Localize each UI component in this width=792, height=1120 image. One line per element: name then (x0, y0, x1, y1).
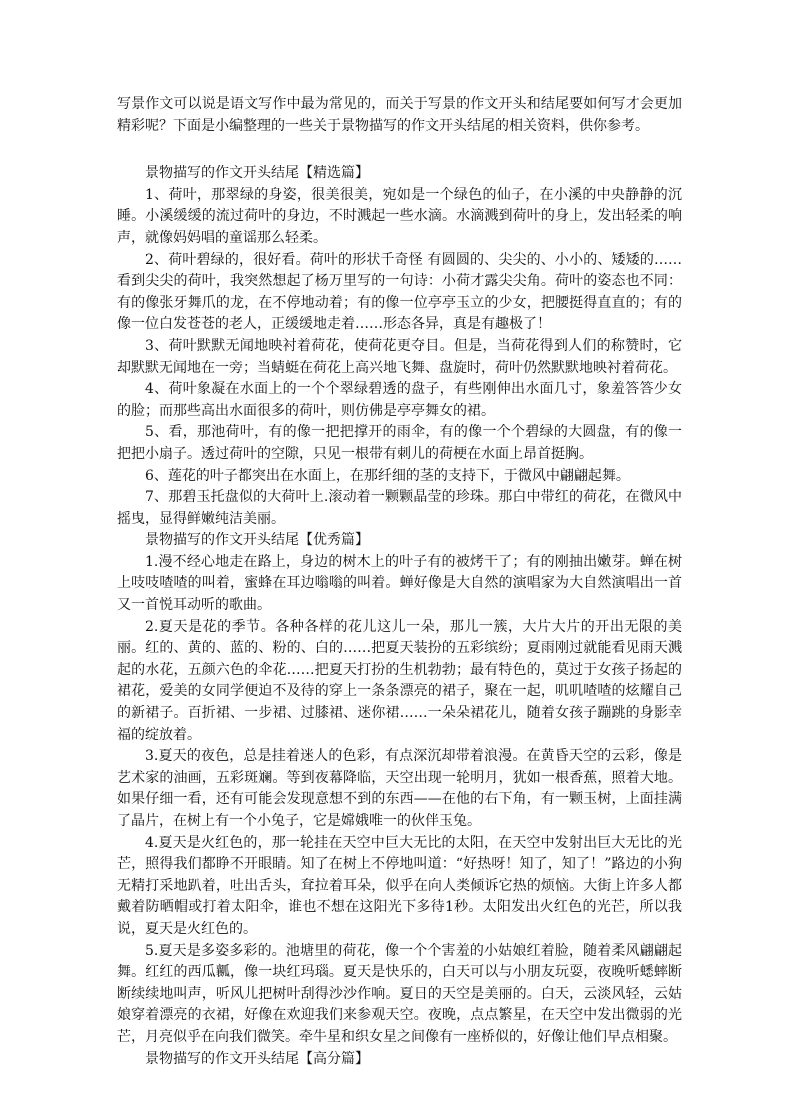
intro-paragraph: 写景作文可以说是语文写作中最为常见的，而关于写景的作文开头和结尾要如何写才会更加精彩呢？下面是小编整理的一些关于景物描写的作文开头结尾的相关资料，供你参考。 (117, 96, 682, 134)
body-paragraph: 1、荷叶，那翠绿的身姿，很美很美，宛如是一个绿色的仙子，在小溪的中央静静的沉睡。小溪缓缓的流过荷叶的身边，不时溅起一些水滴。水滴溅到荷叶的身上，发出轻柔的响声，就像妈妈唱的童谣那么轻柔。 (117, 186, 682, 246)
section-heading-selected: 景物描写的作文开头结尾【精选篇】 (145, 165, 369, 182)
body-paragraph: 6、莲花的叶子都突出在水面上，在那纤细的茎的支持下，于微风中翩翩起舞。 (145, 467, 630, 484)
section-gap (117, 137, 682, 163)
section-heading-high-score: 景物描写的作文开头结尾【高分篇】 (145, 1050, 369, 1067)
body-paragraph: 7、那碧玉托盘似的大荷叶上.滚动着一颗颗晶莹的珍珠。那白中带红的荷花，在微风中摇曳，显得鲜嫩纯洁美丽。 (117, 489, 682, 527)
body-paragraph: 1.漫不经心地走在路上，身边的树木上的叶子有的被烤干了；有的刚抽出嫩芽。蝉在树上吱吱喳喳的叫着，蜜蜂在耳边嗡嗡的叫着。蝉好像是大自然的演唱家为大自然演唱出一首又一首悦耳动听的歌曲。 (117, 553, 682, 614)
body-paragraph: 3.夏天的夜色，总是挂着迷人的色彩，有点深沉却带着浪漫。在黄昏天空的云彩，像是艺术家的油画，五彩斑斓。等到夜幕降临，天空出现一轮明月，犹如一根香蕉，照着大地。如果仔细一看，还有可能会发现意想不到的东西——在他的右下角，有一颗玉树，上面挂满了晶片，在树上有一个小兔子，它是嫦娥唯一的伙伴玉兔。 (117, 748, 682, 829)
body-paragraph: 4、荷叶象凝在水面上的一个个翠绿碧透的盘子，有些刚伸出水面几寸，象羞答答少女的脸；而那些高出水面很多的荷叶，则仿佛是亭亭舞女的裙。 (117, 381, 682, 419)
body-paragraph: 3、荷叶默默无闻地映衬着荷花，使荷花更夺目。但是，当荷花得到人们的称赞时，它却默默无闻地在一旁；当蜻蜓在荷花上高兴地飞舞、盘旋时，荷叶仍然默默地映衬着荷花。 (117, 337, 682, 376)
body-paragraph: 5.夏天是多姿多彩的。池塘里的荷花，像一个个害羞的小姑娘红着脸，随着柔风翩翩起舞。红红的西瓜瓤，像一块红玛瑙。夏天是快乐的，白天可以与小朋友玩耍，夜晚听蟋蟀断断续续地叫声，听风儿把树叶刮得沙沙作响。夏日的天空是美丽的。白天，云淡风轻，云姑娘穿着漂亮的衣裙，好像在欢迎我们来参观天空。夜晚，点点繁星，在天空中发出微弱的光芒，月亮似乎在向我们微笑。牵牛星和织女星之间像有一座桥似的，好像让他们早点相聚。 (117, 942, 682, 1045)
body-paragraph: 2.夏天是花的季节。各种各样的花儿这儿一朵，那儿一簇，大片大片的开出无限的美丽。红的、黄的、蓝的、粉的、白的……把夏天装扮的五彩缤纷；夏雨刚过就能看见雨天溅起的水花，五颜六色的伞花……把夏天打扮的生机勃勃；最有特色的，莫过于女孩子扬起的裙花，爱美的女同学便迫不及待的穿上一条条漂亮的裙子，聚在一起，叽叽喳喳的炫耀自己的新裙子。百折裙、一步裙、过膝裙、迷你裙……一朵朵裙花儿，随着女孩子蹦跳的身影幸福的绽放着。 (117, 618, 682, 743)
section-heading-excellent: 景物描写的作文开头结尾【优秀篇】 (145, 532, 369, 549)
body-paragraph: 2、荷叶碧绿的，很好看。荷叶的形状千奇怪 有圆圆的、尖尖的、小小的、矮矮的……看到尖尖的荷叶，我突然想起了杨万里写的一句诗：小荷才露尖尖角。荷叶的姿态也不同：有的像张牙舞爪的龙，在不停地动着；有的像一位亭亭玉立的少女，把腰挺得直直的；有的像一位白发苍苍的老人，正缓缓地走着……形态各异，真是有趣极了！ (117, 251, 682, 333)
body-paragraph: 5、看，那池荷叶，有的像一把把撑开的雨伞，有的像一个个碧绿的大圆盘，有的像一把把小扇子。透过荷叶的空隙，只见一根带有刺儿的荷梗在水面上昂首挺胸。 (117, 424, 682, 462)
body-paragraph: 4.夏天是火红色的，那一轮挂在天空中巨大无比的太阳，在天空中发射出巨大无比的光芒，照得我们都睁不开眼睛。知了在树上不停地叫道：“好热呀！知了，知了！”路边的小狗无精打采地趴着，吐出舌头，耷拉着耳朵，似乎在向人类倾诉它热的烦恼。大街上许多人都戴着防晒帽或打着太阳伞，谁也不想在这阳光下多待1秒。太阳发出火红色的光芒，所以我说，夏天是火红色的。 (117, 834, 682, 937)
